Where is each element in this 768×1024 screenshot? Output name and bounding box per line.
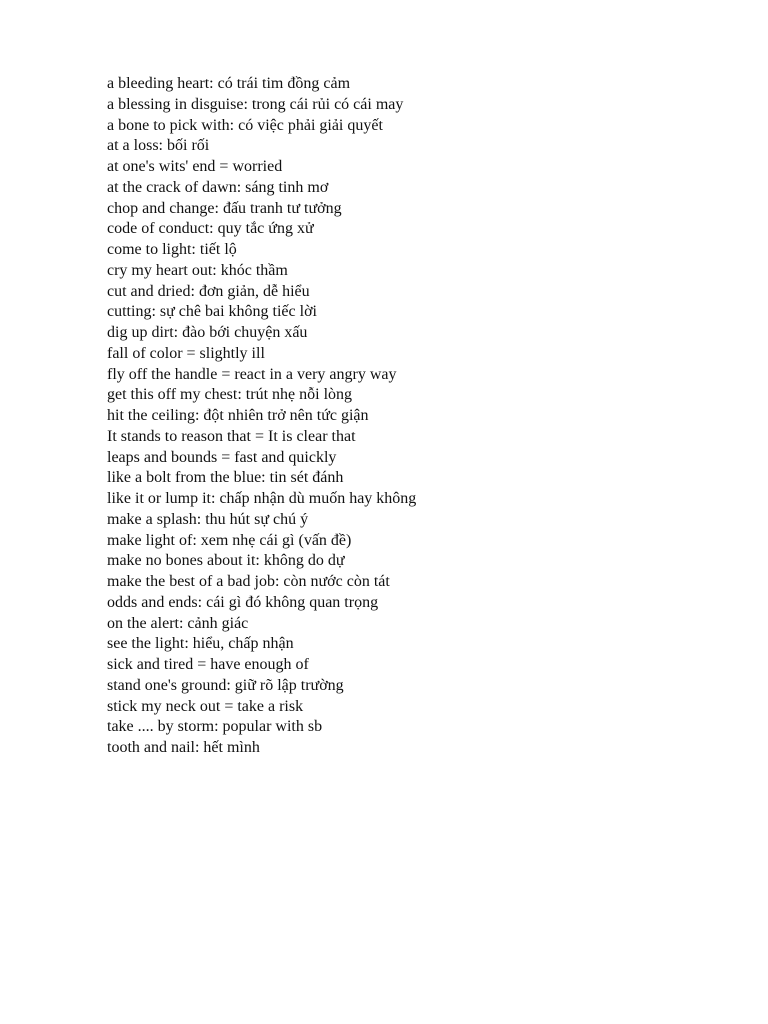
list-item: make light of: xem nhẹ cái gì (vấn đề)	[107, 531, 352, 549]
list-item: a blessing in disguise: trong cái rủi có cái may	[107, 95, 404, 113]
list-item: like it or lump it: chấp nhận dù muốn hay không	[107, 490, 417, 507]
list-item: a bone to pick with: có việc phải giải quyết	[107, 116, 383, 134]
idiom-list	[107, 74, 416, 759]
list-item: at the crack of dawn: sáng tinh mơ	[107, 178, 329, 196]
list-item: like a bolt from the blue: tin sét đánh	[107, 469, 344, 487]
list-item: cut and dried: đơn giản, dễ hiểu	[107, 282, 310, 300]
list-item: at one's wits' end = worried	[107, 158, 283, 175]
list-item: sick and tired = have enough of	[107, 656, 309, 673]
list-item: stick my neck out = take a risk	[107, 697, 304, 715]
list-item: odds and ends: cái gì đó không quan trọng	[107, 593, 379, 611]
list-item: dig up dirt: đào bới chuyện xấu	[107, 324, 308, 341]
list-item: code of conduct: quy tắc ứng xử	[107, 220, 314, 238]
list-item: It stands to reason that = It is clear that	[107, 427, 356, 445]
list-item: make the best of a bad job: còn nước còn tát	[107, 573, 390, 590]
list-item: make no bones about it: không do dự	[107, 552, 345, 570]
list-item: leaps and bounds = fast and quickly	[107, 448, 337, 466]
list-item: hit the ceiling: đột nhiên trở nên tức giận	[107, 407, 369, 424]
list-item: stand one's ground: giữ rõ lập trường	[107, 676, 344, 694]
list-item: come to light: tiết lộ	[107, 241, 237, 258]
list-item: get this off my chest: trút nhẹ nỗi lòng	[107, 386, 353, 404]
list-item: chop and change: đấu tranh tư tưởng	[107, 199, 342, 217]
list-item: on the alert: cảnh giác	[107, 614, 249, 632]
list-item: cutting: sự chê bai không tiếc lời	[107, 303, 317, 321]
list-item: see the light: hiểu, chấp nhận	[107, 635, 294, 653]
list-item: cry my heart out: khóc thầm	[107, 261, 288, 279]
list-item: fly off the handle = react in a very angry way	[107, 365, 397, 383]
list-item: at a loss: bối rối	[107, 137, 210, 155]
list-item: make a splash: thu hút sự chú ý	[107, 510, 309, 528]
list-item: a bleeding heart: có trái tim đồng cảm	[107, 75, 351, 92]
list-item: tooth and nail: hết mình	[107, 739, 260, 756]
list-item: take .... by storm: popular with sb	[107, 718, 323, 736]
list-item: fall of color = slightly ill	[107, 344, 265, 362]
